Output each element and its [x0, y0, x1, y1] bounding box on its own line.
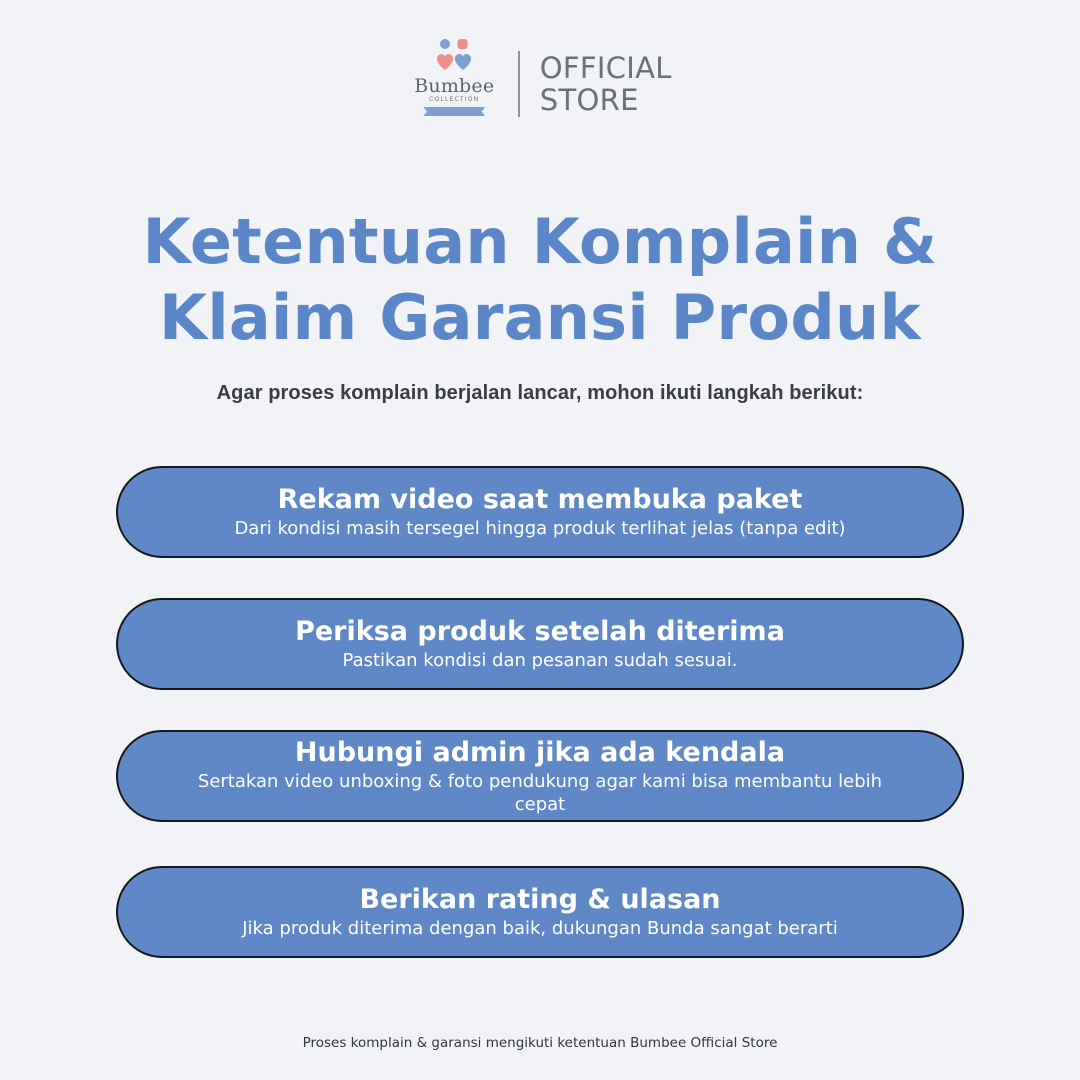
header-divider: [518, 51, 520, 117]
step-card-check-product: [116, 598, 964, 690]
step-title: Rekam video saat membuka paket: [277, 484, 803, 515]
step-card-record-video: [116, 466, 964, 558]
step-description: Pastikan kondisi dan pesanan sudah sesuai.: [342, 650, 738, 671]
page-title-line1: Ketentuan Komplain &: [142, 205, 938, 278]
footer-note: Proses komplain & garansi mengikuti ketentuan Bumbee Official Store: [302, 1035, 778, 1051]
page-subtitle: Agar proses komplain berjalan lancar, mohon ikuti langkah berikut:: [216, 382, 864, 404]
brand-logo: [408, 38, 500, 130]
step-title: Periksa produk setelah diterima: [295, 616, 785, 647]
header: [0, 38, 1080, 130]
step-description: Dari kondisi masih tersegel hingga produk terlihat jelas (tanpa edit): [234, 518, 846, 539]
store-text: STORE: [539, 83, 639, 117]
step-card-contact-admin: [116, 730, 964, 822]
step-title: Hubungi admin jika ada kendala: [294, 736, 786, 768]
brand-name: Bumbee: [414, 75, 495, 97]
step-title: Berikan rating & ulasan: [359, 884, 721, 915]
official-text: OFFICIAL: [539, 51, 672, 85]
step-card-rating-review: [116, 866, 964, 958]
official-store-label: [540, 52, 672, 116]
step-description: Jika produk diterima dengan baik, dukungan Bunda sangat berarti: [242, 918, 838, 939]
brand-subtitle: COLLECTION: [429, 96, 480, 103]
brand-ribbon: [423, 107, 485, 116]
step-description: Sertakan video unboxing & foto pendukung agar kami bisa membantu lebih cepat: [197, 770, 883, 815]
page-title: [0, 204, 1080, 356]
bumbee-hearts-logo-icon: [432, 38, 476, 76]
page-title-line2: Klaim Garansi Produk: [159, 281, 921, 354]
